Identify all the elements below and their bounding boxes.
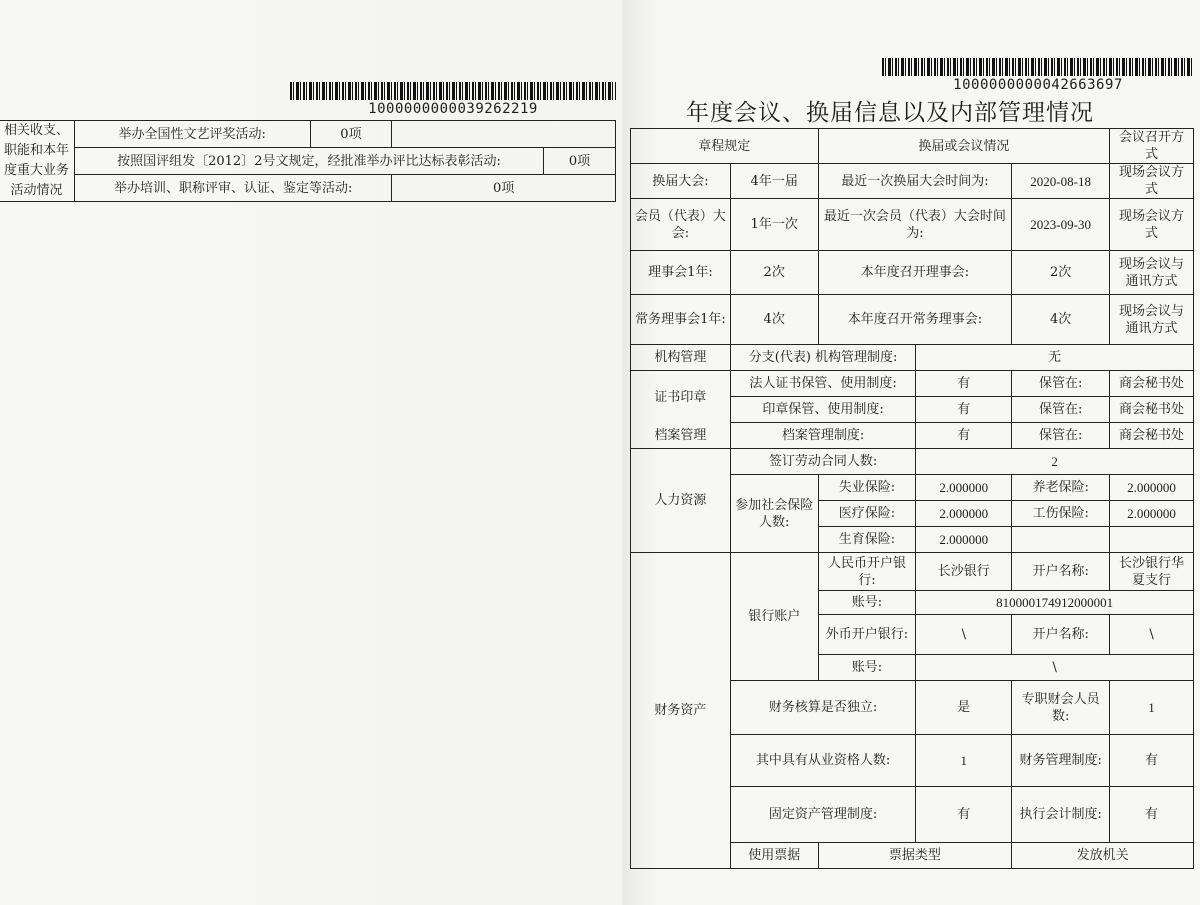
hr-pension-value: 2.000000	[1110, 475, 1194, 501]
activity-blank-1	[392, 121, 616, 148]
finance-staff-value: 1	[1110, 681, 1194, 735]
hr-injury-value: 2.000000	[1110, 501, 1194, 527]
hr-maternity-label: 生育保险:	[818, 527, 916, 553]
meeting-name-4: 常务理事会1年:	[631, 295, 731, 345]
bank-section-label: 银行账户	[730, 553, 818, 681]
meeting-value-3: 2次	[1012, 251, 1110, 295]
meeting-rule-1: 4年一届	[730, 164, 818, 199]
activity-value-3: 0项	[392, 175, 616, 202]
finance-independent-value: 是	[916, 681, 1012, 735]
meeting-method-4: 现场会议与通讯方式	[1110, 295, 1194, 345]
header-charter-rules: 章程规定	[631, 129, 819, 164]
hr-pension-label: 养老保险:	[1012, 475, 1110, 501]
finance-mgmt-label: 财务管理制度:	[1012, 735, 1110, 787]
invoice-label: 使用票据	[730, 843, 818, 869]
page-title: 年度会议、换届信息以及内部管理情况	[686, 100, 1094, 126]
seal-keeper-2: 商会秘书处	[1110, 397, 1194, 423]
hr-injury-label: 工伤保险:	[1012, 501, 1110, 527]
meeting-desc-1: 最近一次换届大会时间为:	[818, 164, 1012, 199]
hr-section-label: 人力资源	[631, 449, 731, 553]
activity-label-3: 举办培训、职称评审、认证、鉴定等活动:	[74, 175, 391, 202]
meeting-method-1: 现场会议方式	[1110, 164, 1194, 199]
left-barcode-number: 1000000000039262219	[368, 101, 538, 117]
activity-label-2: 按照国评组发〔2012〕2号文规定，经批准举办评比达标表彰活动:	[74, 148, 543, 175]
fx-account-no-value: \	[916, 655, 1194, 681]
meeting-name-1: 换届大会:	[631, 164, 731, 199]
meeting-desc-2: 最近一次会员（代表）大会时间为:	[818, 199, 1012, 251]
seal-keeper-1: 商会秘书处	[1110, 371, 1194, 397]
meeting-value-4: 4次	[1012, 295, 1110, 345]
hr-unemployment-value: 2.000000	[916, 475, 1012, 501]
right-barcode	[882, 58, 1194, 93]
invoice-issuer-label: 发放机关	[1012, 843, 1194, 869]
hr-contract-value: 2	[916, 449, 1194, 475]
rmb-account-no-value: 810000174912000001	[916, 591, 1194, 615]
meeting-management-table	[630, 128, 1194, 869]
seal-section-label: 证书印章	[654, 389, 707, 405]
rmb-bank-label: 人民币开户银行:	[818, 553, 916, 591]
meeting-method-3: 现场会议与通讯方式	[1110, 251, 1194, 295]
hr-contract-label: 签订劳动合同人数:	[730, 449, 916, 475]
activities-section-label: 相关收支、职能和本年度重大业务活动情况	[0, 121, 74, 202]
left-barcode-bars	[290, 82, 616, 100]
finance-qualified-value: 1	[916, 735, 1012, 787]
fx-account-no-label: 账号:	[818, 655, 916, 681]
rmb-bank-value: 长沙银行	[916, 553, 1012, 591]
activity-value-2: 0项	[544, 148, 616, 175]
right-barcode-number: 1000000000042663697	[953, 77, 1123, 93]
meeting-rule-4: 4次	[730, 295, 818, 345]
hr-maternity-blank-1	[1012, 527, 1110, 553]
finance-fixed-asset-label: 固定资产管理制度:	[730, 787, 916, 843]
finance-section-label: 财务资产	[631, 553, 731, 869]
meeting-desc-4: 本年度召开常务理事会:	[818, 295, 1012, 345]
left-barcode	[290, 82, 616, 117]
invoice-type-label: 票据类型	[818, 843, 1012, 869]
fx-bank-label: 外币开户银行:	[818, 615, 916, 655]
seal-keeper-3: 商会秘书处	[1110, 423, 1194, 449]
meeting-name-2: 会员（代表）大会:	[631, 199, 731, 251]
finance-independent-label: 财务核算是否独立:	[730, 681, 916, 735]
hr-medical-value: 2.000000	[916, 501, 1012, 527]
archive-section-label: 档案管理	[654, 427, 707, 443]
hr-medical-label: 医疗保险:	[818, 501, 916, 527]
finance-qualified-label: 其中具有从业资格人数:	[730, 735, 916, 787]
seal-label-2: 印章保管、使用制度:	[730, 397, 916, 423]
org-label: 分支(代表) 机构管理制度:	[730, 345, 916, 371]
hr-maternity-value: 2.000000	[916, 527, 1012, 553]
org-value: 无	[916, 345, 1194, 371]
seal-label-1: 法人证书保管、使用制度:	[730, 371, 916, 397]
meeting-rule-3: 2次	[730, 251, 818, 295]
seal-label-3: 档案管理制度:	[730, 423, 916, 449]
header-meeting-method: 会议召开方式	[1110, 129, 1194, 164]
meeting-value-2: 2023-09-30	[1012, 199, 1110, 251]
seal-keep-label-3: 保管在:	[1012, 423, 1110, 449]
meeting-value-1: 2020-08-18	[1012, 164, 1110, 199]
fx-account-name-label: 开户名称:	[1012, 615, 1110, 655]
seal-keep-label-2: 保管在:	[1012, 397, 1110, 423]
meeting-name-3: 理事会1年:	[631, 251, 731, 295]
activity-value-1: 0项	[310, 121, 392, 148]
finance-accounting-label: 执行会计制度:	[1012, 787, 1110, 843]
seal-value-2: 有	[916, 397, 1012, 423]
fx-bank-value: \	[916, 615, 1012, 655]
finance-fixed-asset-value: 有	[916, 787, 1012, 843]
activity-label-1: 举办全国性文艺评奖活动:	[74, 121, 310, 148]
hr-unemployment-label: 失业保险:	[818, 475, 916, 501]
activities-table	[0, 120, 616, 202]
org-section-label: 机构管理	[631, 345, 731, 371]
rmb-account-name-value: 长沙银行华夏支行	[1110, 553, 1194, 591]
rmb-account-no-label: 账号:	[818, 591, 916, 615]
hr-insurance-label: 参加社会保险人数:	[730, 475, 818, 553]
right-barcode-bars	[882, 58, 1194, 76]
meeting-desc-3: 本年度召开理事会:	[818, 251, 1012, 295]
seal-archive-section	[631, 371, 731, 449]
finance-mgmt-value: 有	[1110, 735, 1194, 787]
seal-keep-label-1: 保管在:	[1012, 371, 1110, 397]
finance-accounting-value: 有	[1110, 787, 1194, 843]
meeting-rule-2: 1年一次	[730, 199, 818, 251]
rmb-account-name-label: 开户名称:	[1012, 553, 1110, 591]
meeting-method-2: 现场会议方式	[1110, 199, 1194, 251]
seal-value-3: 有	[916, 423, 1012, 449]
hr-maternity-blank-2	[1110, 527, 1194, 553]
header-meeting-status: 换届或会议情况	[818, 129, 1109, 164]
fx-account-name-value: \	[1110, 615, 1194, 655]
seal-value-1: 有	[916, 371, 1012, 397]
finance-staff-label: 专职财会人员数:	[1012, 681, 1110, 735]
